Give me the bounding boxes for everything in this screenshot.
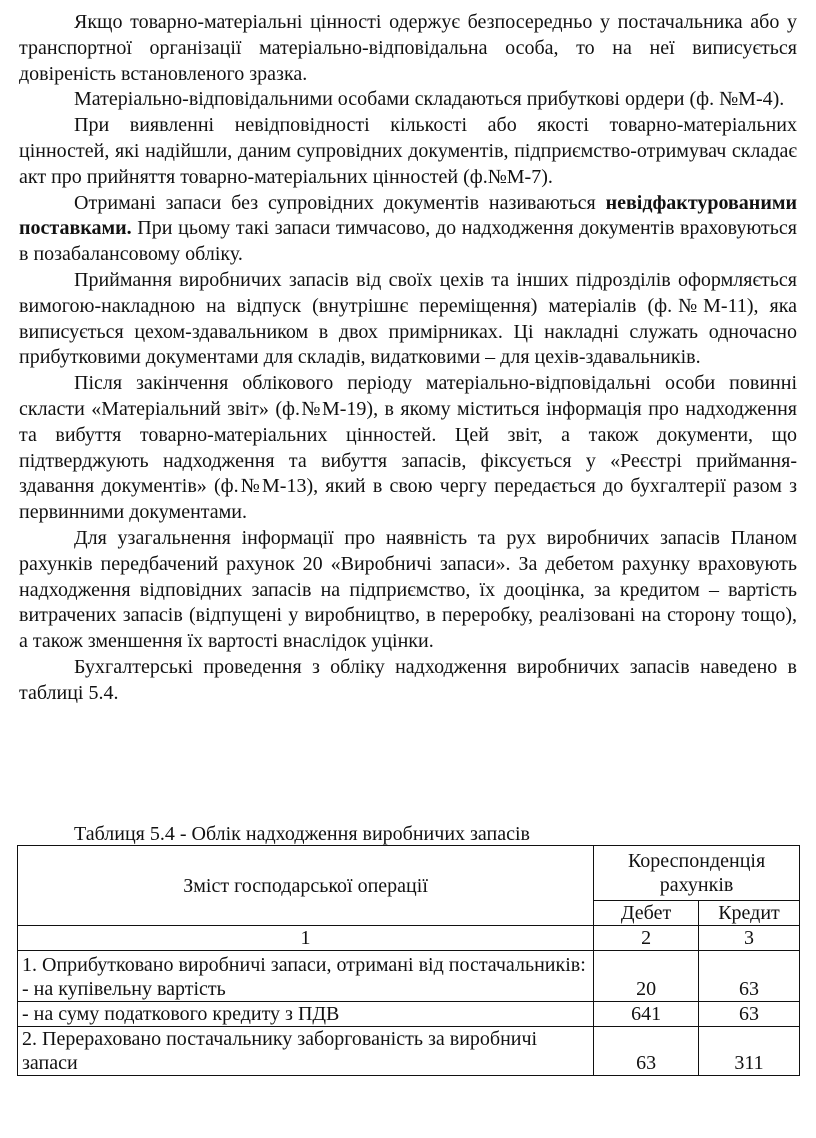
debit-cell: 641: [594, 1002, 699, 1027]
operation-cell: [18, 951, 594, 1002]
column-number: 1: [18, 926, 594, 951]
column-number: 2: [594, 926, 699, 951]
table-row: [18, 1002, 800, 1027]
table-row: [18, 951, 800, 1002]
paragraph: Бухгалтерські проведення з обліку надходження виробничих запасів наведено в таблиці 5.4.: [19, 655, 797, 704]
paragraph-text: При цьому такі запаси тимчасово, до надходження документів враховуються в позабалансовому обліку.: [19, 217, 797, 266]
paragraph-text: Отримані запаси без супровідних документів називаються: [74, 191, 606, 214]
operation-cell: - на суму податкового кредиту з ПДВ: [18, 1002, 594, 1027]
body-text: [19, 10, 797, 707]
header-debit: Дебет: [594, 901, 699, 926]
credit-cell: 63: [699, 951, 800, 1002]
paragraph: Для узагальнення інформації про наявність та рух виробничих запасів Планом рахунків передбачений рахунок 20 «Виробничі запаси». За дебетом рахунку враховують надходження відповідних запасів на підприємство, їх дооцінка, за кредитом – вартість витрачених запасів (відпущені у виробництво, в переробку, реалізовані на сторону тощо), а також зменшення їх вартості внаслідок уцінки.: [19, 526, 797, 653]
operation-text: 1. Оприбутковано виробничі запаси, отримані від постачальників:: [22, 954, 586, 976]
accounting-table: [17, 845, 800, 1076]
bold-term: невідфактурованими поставками.: [19, 191, 797, 240]
column-number: 3: [699, 926, 800, 951]
table-row: [18, 1027, 800, 1076]
header-operation: Зміст господарської операції: [18, 846, 594, 926]
credit-cell: 63: [699, 1002, 800, 1027]
operation-cell: 2. Перераховано постачальнику заборгованість за виробничі запаси: [18, 1027, 594, 1076]
paragraph: Приймання виробничих запасів від своїх цехів та інших підрозділів оформляється вимогою-накладною на відпуск (внутрішнє переміщення) матеріалів (ф.№М-11), яка виписується цехом-здавальником в двох примірниках. Ці накладні служать одночасно прибутковими документами для складів, видатковими – для цехів-здавальників.: [19, 268, 797, 369]
paragraph: Матеріально-відповідальними особами складаються прибуткові ордери (ф. №М-4).: [74, 88, 785, 111]
table-header-row: [18, 846, 800, 901]
header-credit: Кредит: [699, 901, 800, 926]
debit-cell: 20: [594, 951, 699, 1002]
operation-subtext: - на купівельну вартість: [22, 978, 226, 1000]
paragraph: [19, 191, 797, 268]
paragraph: При виявленні невідповідності кількості або якості товарно-матеріальних цінностей, які надійшли, даним супровідних документів, підприємство-отримувач складає акт про прийняття товарно-матеріальних цінностей (ф.№М-7).: [19, 114, 797, 188]
credit-cell: 311: [699, 1027, 800, 1076]
paragraph: Якщо товарно-матеріальні цінності одержує безпосередньо у постачальника або у транспортної організації матеріально-відповідальна особа, то на неї виписується довіреність встановленого зразка.: [19, 11, 797, 85]
debit-cell: 63: [594, 1027, 699, 1076]
table-caption: Таблиця 5.4 - Облік надходження виробничих запасів: [74, 823, 530, 845]
header-correspondence: Кореспонденція рахунків: [594, 846, 800, 901]
paragraph: Після закінчення облікового періоду матеріально-відповідальні особи повинні скласти «Матеріальний звіт» (ф.№М-19), в якому міститься інформація про надходження та вибуття товарно-матеріальних цінностей. Цей звіт, а також документи, що підтверджують надходження та вибуття запасів, фіксується у «Реєстрі приймання-здавання документів» (ф.№М-13), який в свою чергу передається до бухгалтерії разом з первинними документами.: [19, 372, 797, 524]
column-number-row: [18, 926, 800, 951]
